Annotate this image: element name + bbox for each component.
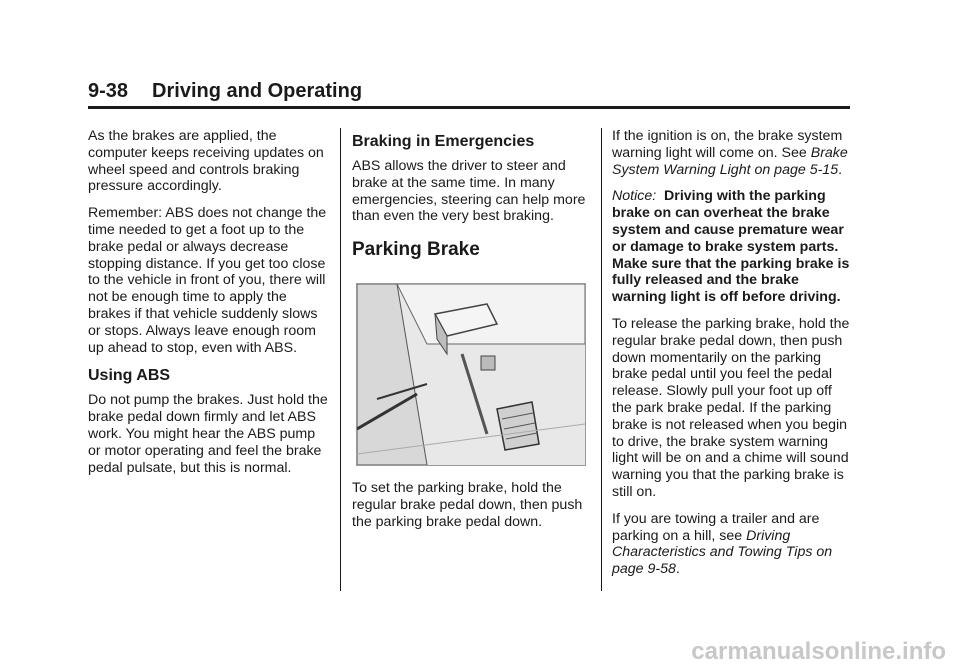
paragraph: Do not pump the brakes. Just hold the brake pedal down firmly and let ABS work. You might hear the ABS pump or motor operating and feel the brake pedal pulsate, but this is normal. xyxy=(88,392,328,476)
column-3 xyxy=(612,128,854,588)
notice-text: Driving with the parking brake on can overheat the brake system and cause premature wear or damage to brake system parts. Make sure that the parking brake is fully released and the brake warning light is off before driving. xyxy=(612,188,850,306)
paragraph: If the ignition is on, the brake system warning light will come on. See Brake System Warning Light on page 5-15. xyxy=(612,128,848,178)
cross-reference-link[interactable]: Brake System Warning Light on page 5-15 xyxy=(612,144,848,178)
parking-brake-illustration xyxy=(356,283,586,466)
paragraph: As the brakes are applied, the computer keeps receiving updates on wheel speed and controls braking pressure accordingly. xyxy=(88,128,324,195)
cross-reference-link[interactable]: Driving Characteristics and Towing Tips on page 9-58 xyxy=(612,527,833,578)
section-title: Driving and Operating xyxy=(152,80,363,102)
watermark: carmanualsonline.info xyxy=(691,638,946,665)
notice-label: Notice: xyxy=(612,188,657,205)
notice xyxy=(612,188,854,306)
paragraph: ABS allows the driver to steer and brake at the same time. In many emergencies, steering can help more than even the very best braking. xyxy=(352,158,586,225)
heading-parking-brake: Parking Brake xyxy=(352,239,480,261)
paragraph: To release the parking brake, hold the regular brake pedal down, then push down momentarily on the parking brake pedal until you feel the pedal release. Slowly pull your foot up off the park brake pedal. If the parking brake is not released when you begin to drive, the brake system warning light will be on and a chime will sound warning you that the parking brake is still on. xyxy=(612,315,850,500)
column-2 xyxy=(352,128,592,541)
paragraph: To set the parking brake, hold the regular brake pedal down, then push the parking brake pedal down. xyxy=(352,480,583,530)
header-rule xyxy=(88,106,850,109)
page-header xyxy=(88,80,362,103)
page-number: 9-38 xyxy=(88,80,129,102)
heading-using-abs: Using ABS xyxy=(88,367,171,385)
paragraph: If you are towing a trailer and are parking on a hill, see Driving Characteristics and Towing Tips on page 9-58. xyxy=(612,510,833,578)
column-1 xyxy=(88,128,328,486)
heading-braking-emergencies: Braking in Emergencies xyxy=(352,133,535,150)
column-divider-1 xyxy=(340,128,341,591)
paragraph: Remember: ABS does not change the time needed to get a foot up to the brake pedal or always decrease stopping distance. If you get too close to the vehicle in front of you, there will not be enough time to apply the brakes if that vehicle suddenly slows or stops. Always leave enough room up ahead to stop, even with ABS. xyxy=(88,205,327,356)
column-divider-2 xyxy=(601,128,602,591)
